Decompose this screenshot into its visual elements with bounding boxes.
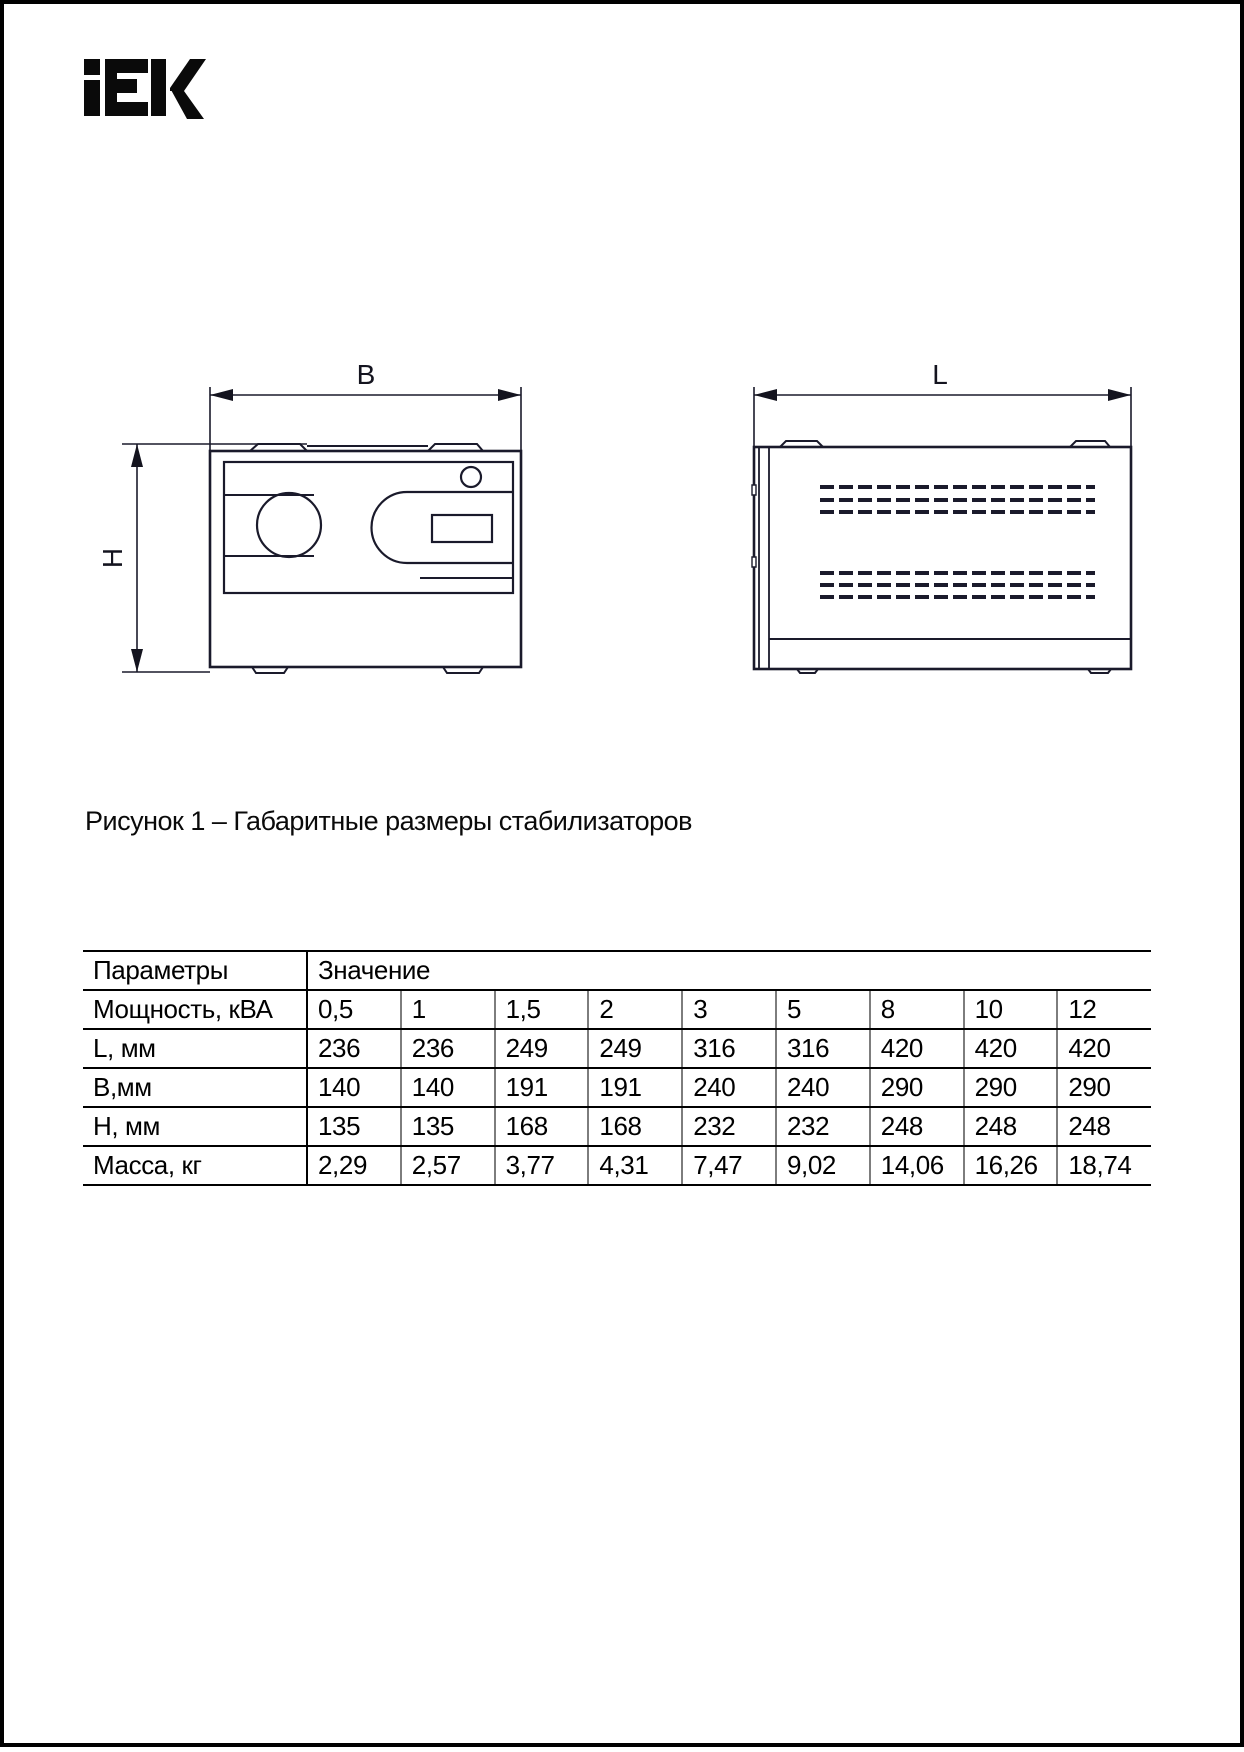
table-cell: 140 — [307, 1068, 401, 1107]
vent-louvers-upper — [820, 487, 1095, 512]
table-row-power — [83, 990, 1151, 1029]
front-knob-circle — [257, 493, 321, 557]
table-cell: 249 — [588, 1029, 682, 1068]
front-panel-outline — [224, 462, 513, 593]
table-cell: 249 — [495, 1029, 589, 1068]
table-cell: 10 — [964, 990, 1058, 1029]
dim-h-arrow-top — [131, 444, 143, 467]
dim-b-extension-lines — [210, 387, 521, 451]
front-body-outline — [210, 451, 521, 667]
row-label: Мощность, кВА — [83, 990, 307, 1029]
logo-k-stem — [151, 59, 166, 116]
table-row-width — [83, 1068, 1151, 1107]
dim-h-extension-lines — [122, 444, 307, 672]
dim-b-label: B — [356, 359, 376, 390]
dim-l-arrow-left — [754, 389, 777, 401]
row-label: В,мм — [83, 1068, 307, 1107]
table-cell: 240 — [776, 1068, 870, 1107]
dim-l-arrow-right — [1108, 389, 1131, 401]
table-cell: 3 — [682, 990, 776, 1029]
table-cell: 14,06 — [870, 1146, 964, 1185]
table-row-height — [83, 1107, 1151, 1146]
param-header-cell: Параметры — [83, 951, 307, 990]
value-header-cell: Значение — [307, 951, 1151, 990]
table-cell: 236 — [307, 1029, 401, 1068]
table-cell: 420 — [964, 1029, 1058, 1068]
dim-h-arrow-bottom — [131, 649, 143, 672]
row-label: Н, мм — [83, 1107, 307, 1146]
table-cell: 7,47 — [682, 1146, 776, 1185]
logo-e — [105, 59, 148, 116]
table-cell: 420 — [870, 1029, 964, 1068]
table-row-length — [83, 1029, 1151, 1068]
logo-k-upper-arm — [170, 59, 206, 91]
table-cell: 290 — [870, 1068, 964, 1107]
vent-louvers-lower — [820, 573, 1095, 597]
table-row-mass — [83, 1146, 1151, 1185]
figure-caption: Рисунок 1 – Габаритные размеры стабилизаторов — [85, 806, 692, 836]
table-cell: 2,29 — [307, 1146, 401, 1185]
table-cell: 316 — [682, 1029, 776, 1068]
table-cell: 16,26 — [964, 1146, 1058, 1185]
table-header-row — [83, 951, 1151, 990]
table-cell: 316 — [776, 1029, 870, 1068]
table-cell: 168 — [588, 1107, 682, 1146]
table-cell: 4,31 — [588, 1146, 682, 1185]
table-cell: 18,74 — [1057, 1146, 1151, 1185]
dim-b-arrow-left — [210, 389, 233, 401]
side-view-drawing — [752, 359, 1131, 673]
front-panel-band-lines — [224, 495, 314, 556]
table-cell: 290 — [964, 1068, 1058, 1107]
table-cell: 5 — [776, 990, 870, 1029]
table-cell: 1 — [401, 990, 495, 1029]
logo-i-stem — [84, 80, 100, 116]
logo-i-dot — [84, 59, 100, 75]
table-cell: 2 — [588, 990, 682, 1029]
table-cell: 248 — [870, 1107, 964, 1146]
table-cell: 191 — [495, 1068, 589, 1107]
front-socket-rect — [432, 515, 492, 542]
table-cell: 140 — [401, 1068, 495, 1107]
table-cell: 12 — [1057, 990, 1151, 1029]
side-body-outline — [754, 447, 1131, 669]
dim-b-arrow-right — [498, 389, 521, 401]
table-cell: 168 — [495, 1107, 589, 1146]
row-label: Масса, кг — [83, 1146, 307, 1185]
row-label: L, мм — [83, 1029, 307, 1068]
table-cell: 0,5 — [307, 990, 401, 1029]
table-cell: 236 — [401, 1029, 495, 1068]
front-indicator-circle — [461, 467, 481, 487]
table-cell: 290 — [1057, 1068, 1151, 1107]
side-front-edge-strip — [759, 447, 769, 669]
table-cell: 232 — [682, 1107, 776, 1146]
table-cell: 8 — [870, 990, 964, 1029]
front-view-drawing — [97, 359, 521, 673]
table-cell: 240 — [682, 1068, 776, 1107]
dimensions-table — [83, 950, 1151, 1186]
table-cell: 135 — [307, 1107, 401, 1146]
table-cell: 232 — [776, 1107, 870, 1146]
table-cell: 9,02 — [776, 1146, 870, 1185]
table-cell: 191 — [588, 1068, 682, 1107]
dim-l-extension-lines — [754, 387, 1131, 447]
table-cell: 135 — [401, 1107, 495, 1146]
dim-l-label: L — [932, 359, 948, 390]
figure-drawings — [0, 330, 1244, 700]
table-cell: 248 — [1057, 1107, 1151, 1146]
table-cell: 3,77 — [495, 1146, 589, 1185]
dim-h-label: H — [97, 547, 128, 569]
iek-logo — [84, 57, 206, 119]
table-cell: 248 — [964, 1107, 1058, 1146]
table-cell: 420 — [1057, 1029, 1151, 1068]
logo-k-lower-arm — [170, 88, 204, 119]
table-cell: 1,5 — [495, 990, 589, 1029]
table-cell: 2,57 — [401, 1146, 495, 1185]
